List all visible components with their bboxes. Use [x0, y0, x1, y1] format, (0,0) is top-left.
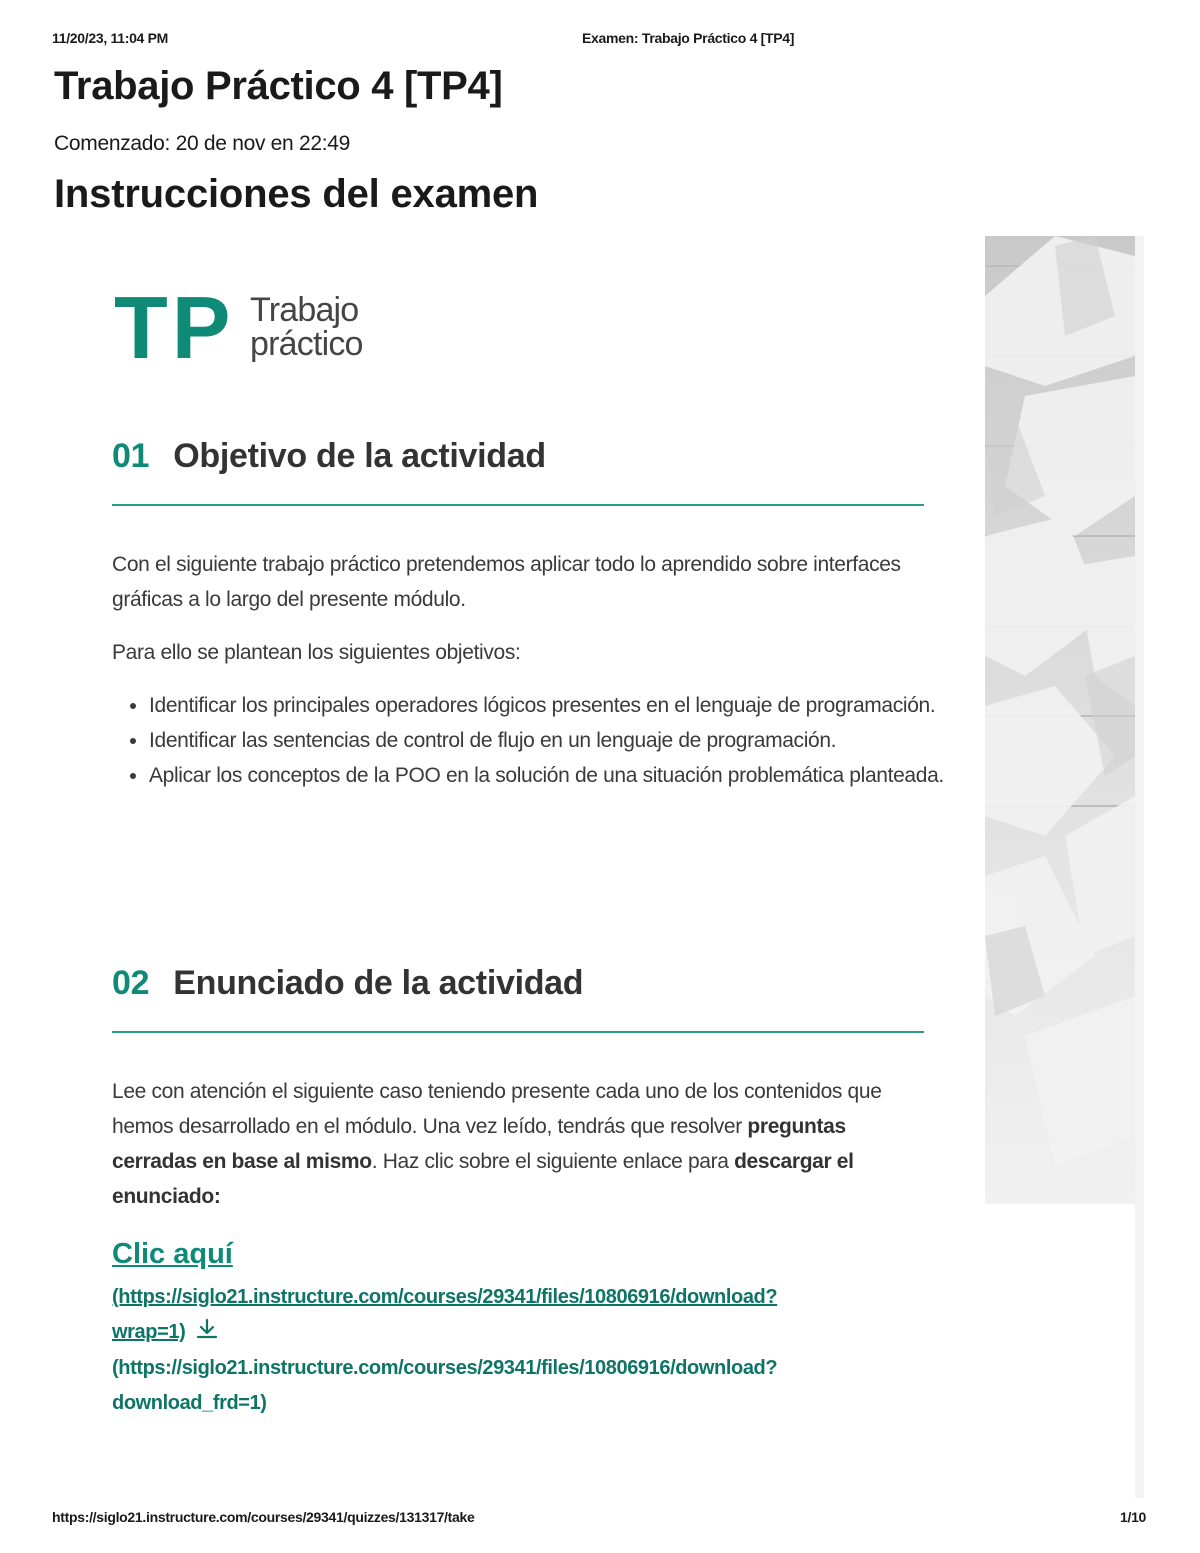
statement-bold-2: descargar el enunciado:: [112, 1150, 854, 1208]
section-objective-divider: [112, 504, 924, 506]
section-objective-label: Objetivo de la actividad: [173, 437, 546, 475]
print-page-number: 1/10: [1120, 1509, 1147, 1525]
clic-aqui-link[interactable]: Clic aquí: [112, 1238, 233, 1270]
tp-logo-line2: práctico: [250, 325, 363, 363]
objective-item-2: • Identificar las sentencias de control de flujo en un lenguaje de programación.: [149, 723, 969, 758]
section-statement-divider: [112, 1031, 924, 1033]
tp-logo-text: [250, 293, 363, 361]
objective-item-3: • Aplicar los conceptos de la POO en la solución de una situación problemática planteada.: [149, 758, 969, 793]
section-statement-number: 02: [112, 964, 150, 1002]
print-url: https://siglo21.instructure.com/courses/29341/quizzes/131317/take: [52, 1509, 475, 1525]
objective-item-1: • Identificar los principales operadores lógicos presentes en el lenguaje de programación.: [149, 688, 969, 723]
statement-text-2: . Haz clic sobre el siguiente enlace para: [371, 1150, 735, 1173]
section-statement-title: [112, 961, 583, 1005]
instructions-heading: Instrucciones del examen: [54, 172, 539, 216]
link-url-line2[interactable]: wrap=1): [112, 1321, 186, 1343]
objective-paragraph-2: Para ello se plantean los siguientes objetivos:: [112, 641, 521, 664]
side-scrollbar[interactable]: [1135, 236, 1144, 1498]
download-url-line2[interactable]: download_frd=1): [112, 1392, 267, 1414]
download-url-line1[interactable]: (https://siglo21.instructure.com/courses/29341/files/10806916/download?: [112, 1357, 778, 1379]
link-url-line1[interactable]: (https://siglo21.instructure.com/courses/29341/files/10806916/download?: [112, 1286, 778, 1308]
tp-logo-line1: Trabajo: [250, 291, 359, 329]
statement-bold-1: preguntas cerradas en base al mismo: [112, 1115, 846, 1173]
section-statement-label: Enunciado de la actividad: [173, 964, 584, 1002]
started-timestamp: Comenzado: 20 de nov en 22:49: [54, 132, 351, 155]
section-objective-title: [112, 434, 546, 478]
tp-logo-mark: TP: [114, 278, 235, 377]
download-icon[interactable]: [195, 1317, 219, 1353]
objectives-list: [112, 688, 969, 793]
statement-text-1: Lee con atención el siguiente caso teniendo presente cada uno de los contenidos que hemos desarrollado en el módulo. Una vez leído, tendrás que resolver: [112, 1080, 882, 1138]
link-url-text[interactable]: [112, 1280, 872, 1353]
print-page-title: Examen: Trabajo Práctico 4 [TP4]: [582, 30, 795, 46]
page-title: Trabajo Práctico 4 [TP4]: [54, 64, 503, 108]
decorative-side-image: [985, 236, 1135, 1204]
objective-paragraph-1: Con el siguiente trabajo práctico pretendemos aplicar todo lo aprendido sobre interfaces gráficas a lo largo del presente módulo.: [112, 553, 901, 611]
print-datetime: 11/20/23, 11:04 PM: [52, 30, 169, 46]
section-objective-number: 01: [112, 437, 150, 475]
statement-paragraph: [112, 1074, 932, 1214]
download-url-text[interactable]: [112, 1351, 872, 1421]
